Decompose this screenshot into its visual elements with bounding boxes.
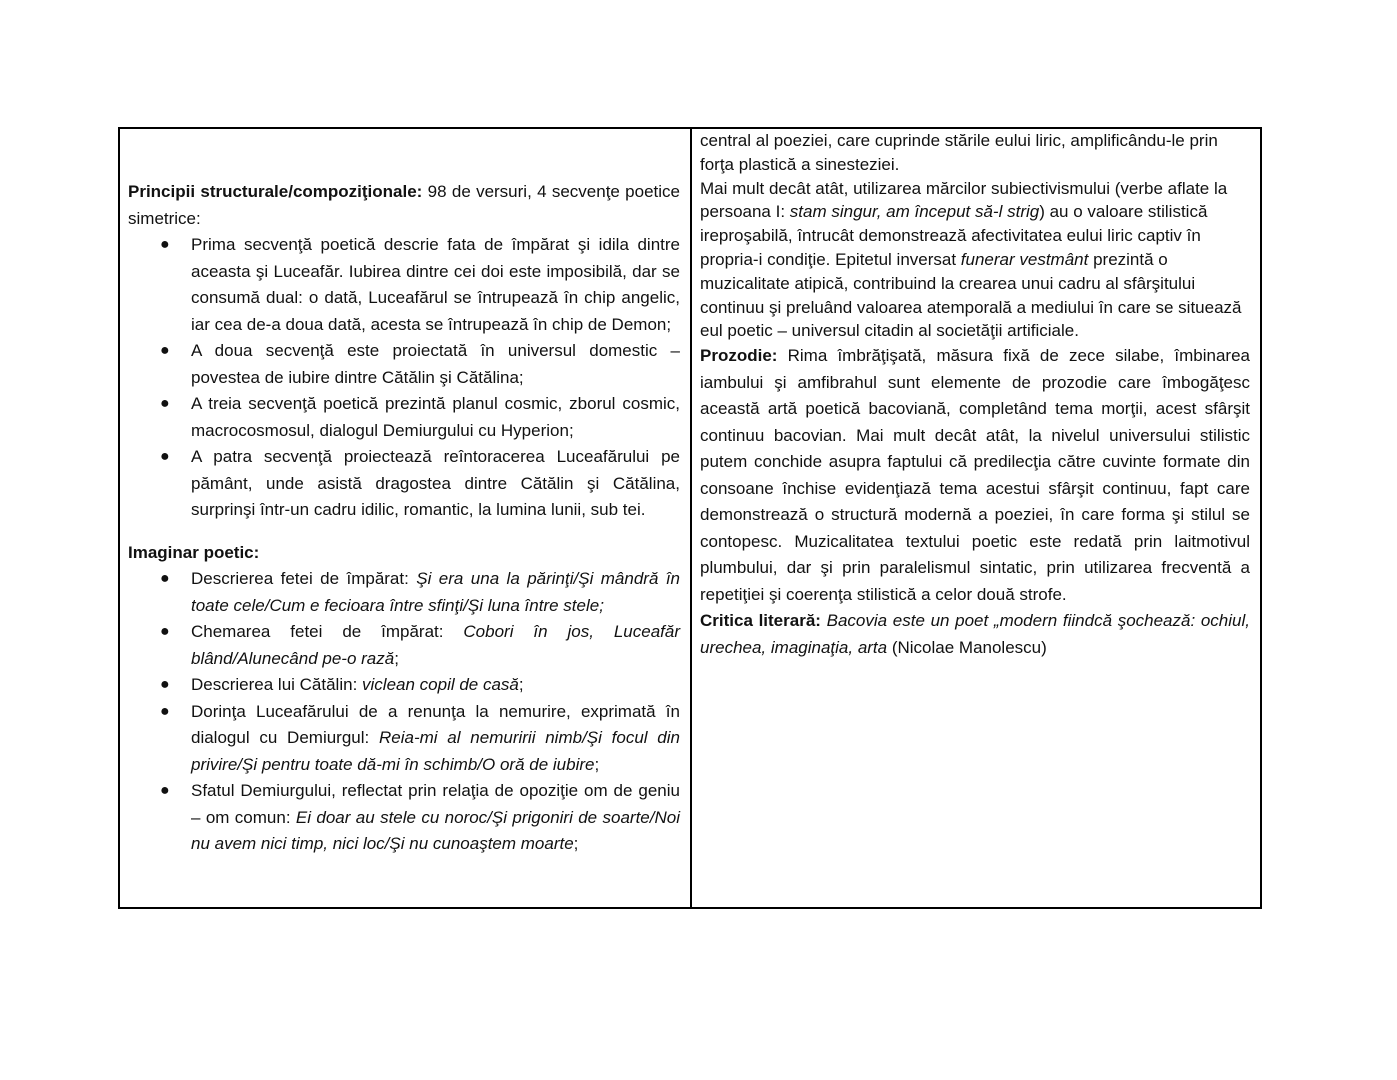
prozodie-heading: Prozodie:: [700, 346, 778, 366]
imaginar-heading: Imaginar poetic:: [128, 542, 260, 562]
right-top-text: [700, 129, 1250, 343]
list-item: ● A treia secvenţă poetică prezintă planul cosmic, zborul cosmic, macrocosmosul, dialogul Demiurgului cu Hyperion;: [128, 391, 680, 444]
list-item: ● Descrierea lui Cătălin: viclean copil de casă;: [128, 672, 680, 699]
imaginar-list: [128, 566, 680, 858]
bullet-icon: ●: [160, 782, 170, 799]
left-column: [120, 129, 692, 907]
bullet-icon: ●: [160, 570, 170, 587]
subjectivism-paragraph: Mai mult decât atât, utilizarea mărcilor subiectivismului (verbe aflate la persoana I: stam singur, am început să-l strig) au o valoare stilistică ireproşabilă, întrucât demonstrează afectivitatea eului liric captiv în propria-i condiţie. Epitetul inversat funerar vestmânt prezintă o muzicalitate atipică, contribuind la crearea unui cadru al sfârşitului continuu şi preluând valoarea atemporală a mediului în care se situează eul poetic – universul citadin al societăţii artificiale.: [700, 178, 1242, 341]
bullet-icon: ●: [160, 702, 170, 720]
bullet-icon: ●: [160, 676, 170, 693]
list-item: ● Chemarea fetei de împărat: Cobori în jos, Luceafăr blând/Alunecând pe-o rază;: [128, 619, 680, 672]
bullet-icon: ●: [160, 236, 170, 253]
critica-heading: Critica literară:: [700, 611, 821, 631]
structure-heading: Principii structurale/compoziţionale:: [128, 182, 423, 201]
content-table: [118, 127, 1262, 909]
list-item: ● Descrierea fetei de împărat: Şi era una la părinţi/Şi mândră în toate cele/Cum e fecioara între sfinţi/Şi luna între stele;: [128, 566, 680, 619]
structure-list: [128, 232, 680, 524]
list-item: ● A patra secvenţă proiectează reîntoracerea Luceafărului pe pământ, unde asistă dragostea dintre Cătălin şi Cătălina, surprinşi într-un cadru idilic, romantic, la lumina lunii, sub tei.: [128, 444, 680, 524]
list-item: ● Sfatul Demiurgului, reflectat prin relaţia de opoziţie om de geniu – om comun: Ei doar au stele cu noroc/Şi prigoniri de soarte/Noi nu avem nici timp, nici loc/Şi nu cunoaştem moarte;: [128, 778, 680, 858]
structure-paragraph: [128, 179, 680, 232]
bullet-icon: ●: [160, 623, 170, 640]
bullet-icon: ●: [160, 342, 170, 359]
list-item: ● Prima secvenţă poetică descrie fata de împărat şi idila dintre aceasta şi Luceafăr. Iubirea dintre cei doi este imposibilă, dar se consumă dual: o dată, Luceafărul se întrupează în chip angelic, iar cea de-a doua dată, acesta se întrupează în chip de Demon;: [128, 232, 680, 338]
list-item: ● A doua secvenţă este proiectată în universul domestic – povestea de iubire dintre Cătălin şi Cătălina;: [128, 338, 680, 391]
prozodie-paragraph: Prozodie: Rima îmbrăţişată, măsura fixă de zece silabe, îmbinarea iambului şi amfibrahul sunt elemente de prozodie care îmbogăţesc această artă poetică bacoviană, completând tema morţii, acest sfârşit continuu bacovian. Mai mult decât atât, la nivelul universului stilistic putem conchide asupra faptului că predilecţia către cuvinte formate din consoane închise evidenţiază tema acestui sfârşit continuu, fapt care demonstrează o structură modernă a poeziei, în care forma şi stilul se contopesc. Muzicalitatea textului poetic este redată prin laitmotivul plumbului, dar şi prin paralelismul sintatic, prin utilizarea frecventă a repetiţiei şi coerenţa stilistică a celor două strofe.: [700, 346, 1250, 604]
right-column: [692, 129, 1260, 907]
structure-intro: 98 de versuri, 4 secvenţe poetice simetrice:: [128, 182, 681, 228]
critica-paragraph: Critica literară: Bacovia este un poet „modern fiindcă şochează: ochiul, urechea, imaginaţia, arta (Nicolae Manolescu): [700, 611, 1250, 657]
list-item: ● Dorinţa Luceafărului de a renunţa la nemurire, exprimată în dialogul cu Demiurgul: Reia-mi al nemuririi nimb/Şi focul din privire/Şi pentru toate dă-mi în schimb/O oră de iubire;: [128, 699, 680, 779]
continuation-paragraph: central al poeziei, care cuprinde stările eului liric, amplificându-le prin forţa plastică a sinesteziei.: [700, 131, 1218, 174]
right-bottom-text: [700, 343, 1250, 661]
bullet-icon: ●: [160, 448, 170, 465]
bullet-icon: ●: [160, 395, 170, 412]
